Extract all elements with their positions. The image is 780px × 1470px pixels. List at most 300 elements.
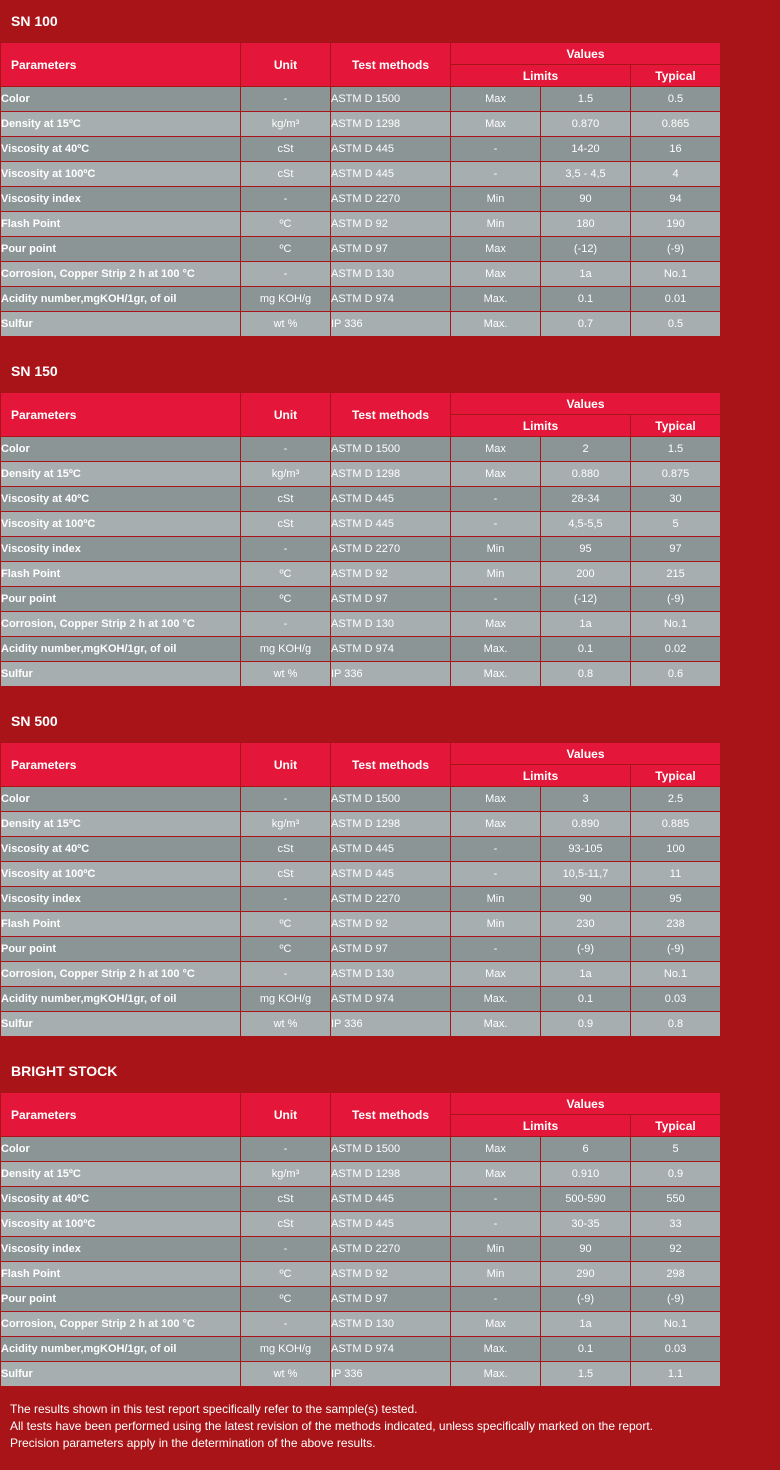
typical-value-cell: 0.6 (631, 662, 720, 686)
table-row-density (1, 112, 720, 136)
table-row-density (1, 812, 720, 836)
method-cell: ASTM D 445 (331, 1212, 450, 1236)
method-cell: ASTM D 130 (331, 962, 450, 986)
header-typical: Typical (631, 1115, 720, 1136)
parameter-cell: Viscosity at 40ºC (1, 1187, 240, 1211)
unit-cell: ºC (241, 1287, 330, 1311)
method-cell: ASTM D 97 (331, 587, 450, 611)
typical-value-cell: 1.1 (631, 1362, 720, 1386)
unit-cell: cSt (241, 862, 330, 886)
table-row-sulfur (1, 1362, 720, 1386)
limit-type-cell: - (451, 862, 540, 886)
limit-value-cell: (-9) (541, 937, 630, 961)
parameter-cell: Flash Point (1, 1262, 240, 1286)
limit-type-cell: - (451, 512, 540, 536)
spec-table (0, 392, 721, 687)
table-row-acidity (1, 637, 720, 661)
unit-cell: - (241, 787, 330, 811)
header-typical: Typical (631, 415, 720, 436)
section-title: BRIGHT STOCK (11, 1063, 118, 1079)
section-title: SN 500 (11, 713, 58, 729)
method-cell: ASTM D 1500 (331, 787, 450, 811)
unit-cell: ºC (241, 562, 330, 586)
method-cell: ASTM D 97 (331, 937, 450, 961)
parameter-cell: Viscosity index (1, 887, 240, 911)
method-cell: ASTM D 445 (331, 1187, 450, 1211)
header-row (1, 743, 720, 764)
unit-cell: ºC (241, 587, 330, 611)
limit-type-cell: - (451, 587, 540, 611)
section-title: SN 100 (11, 13, 58, 29)
limit-type-cell: - (451, 1187, 540, 1211)
unit-cell: wt % (241, 312, 330, 336)
method-cell: IP 336 (331, 662, 450, 686)
limit-value-cell: 0.910 (541, 1162, 630, 1186)
typical-value-cell: 2.5 (631, 787, 720, 811)
table-row-viscosity-index (1, 537, 720, 561)
header-values: Values (451, 1093, 720, 1114)
limit-value-cell: 0.7 (541, 312, 630, 336)
method-cell: IP 336 (331, 1362, 450, 1386)
header-unit: Unit (241, 743, 330, 786)
typical-value-cell: 0.5 (631, 312, 720, 336)
unit-cell: cSt (241, 837, 330, 861)
parameter-cell: Sulfur (1, 1012, 240, 1036)
limit-value-cell: 0.1 (541, 287, 630, 311)
unit-cell: mg KOH/g (241, 987, 330, 1011)
limit-value-cell: (-9) (541, 1287, 630, 1311)
limit-value-cell: 180 (541, 212, 630, 236)
typical-value-cell: 4 (631, 162, 720, 186)
limit-value-cell: 0.870 (541, 112, 630, 136)
typical-value-cell: 0.02 (631, 637, 720, 661)
limit-type-cell: Max (451, 962, 540, 986)
limit-type-cell: Max (451, 812, 540, 836)
header-parameters: Parameters (1, 1093, 240, 1136)
method-cell: ASTM D 1500 (331, 87, 450, 111)
typical-value-cell: No.1 (631, 962, 720, 986)
parameter-cell: Density at 15ºC (1, 112, 240, 136)
limit-value-cell: 4,5-5,5 (541, 512, 630, 536)
parameter-cell: Corrosion, Copper Strip 2 h at 100 °C (1, 612, 240, 636)
product-section (0, 700, 780, 1045)
table-row-viscosity-100 (1, 512, 720, 536)
limit-type-cell: - (451, 1287, 540, 1311)
limit-value-cell: 290 (541, 1262, 630, 1286)
typical-value-cell: 0.8 (631, 1012, 720, 1036)
limit-value-cell: 3,5 - 4,5 (541, 162, 630, 186)
typical-value-cell: (-9) (631, 937, 720, 961)
unit-cell: ºC (241, 1262, 330, 1286)
header-parameters: Parameters (1, 43, 240, 86)
limit-type-cell: Min (451, 1262, 540, 1286)
method-cell: ASTM D 445 (331, 487, 450, 511)
table-row-viscosity-40 (1, 1187, 720, 1211)
product-section (0, 1050, 780, 1395)
limit-type-cell: Max. (451, 1337, 540, 1361)
parameter-cell: Acidity number,mgKOH/1gr, of oil (1, 987, 240, 1011)
table-row-sulfur (1, 662, 720, 686)
limit-type-cell: Max (451, 612, 540, 636)
limit-type-cell: - (451, 837, 540, 861)
table-row-flash-point (1, 1262, 720, 1286)
parameter-cell: Color (1, 437, 240, 461)
method-cell: ASTM D 1298 (331, 462, 450, 486)
method-cell: ASTM D 130 (331, 1312, 450, 1336)
unit-cell: cSt (241, 162, 330, 186)
header-values: Values (451, 393, 720, 414)
limit-value-cell: 230 (541, 912, 630, 936)
limit-value-cell: 1.5 (541, 1362, 630, 1386)
unit-cell: - (241, 437, 330, 461)
limit-value-cell: 0.890 (541, 812, 630, 836)
limit-type-cell: Max. (451, 287, 540, 311)
parameter-cell: Corrosion, Copper Strip 2 h at 100 °C (1, 962, 240, 986)
limit-type-cell: Max (451, 112, 540, 136)
method-cell: ASTM D 92 (331, 212, 450, 236)
header-test-methods: Test methods (331, 393, 450, 436)
typical-value-cell: 0.01 (631, 287, 720, 311)
typical-value-cell: 16 (631, 137, 720, 161)
parameter-cell: Viscosity at 40ºC (1, 487, 240, 511)
limit-type-cell: - (451, 162, 540, 186)
limit-type-cell: - (451, 1212, 540, 1236)
parameter-cell: Viscosity at 100ºC (1, 1212, 240, 1236)
limit-type-cell: Min (451, 537, 540, 561)
table-row-viscosity-100 (1, 162, 720, 186)
limit-type-cell: - (451, 137, 540, 161)
limit-value-cell: 1a (541, 612, 630, 636)
section-title: SN 150 (11, 363, 58, 379)
table-row-color (1, 1137, 720, 1161)
limit-value-cell: 95 (541, 537, 630, 561)
limit-type-cell: Max (451, 1162, 540, 1186)
method-cell: ASTM D 130 (331, 612, 450, 636)
limit-type-cell: Max (451, 262, 540, 286)
header-limits: Limits (451, 65, 630, 86)
method-cell: ASTM D 2270 (331, 537, 450, 561)
header-typical: Typical (631, 765, 720, 786)
header-limits: Limits (451, 415, 630, 436)
limit-value-cell: 0.1 (541, 1337, 630, 1361)
table-row-viscosity-40 (1, 487, 720, 511)
typical-value-cell: 5 (631, 1137, 720, 1161)
method-cell: IP 336 (331, 1012, 450, 1036)
unit-cell: - (241, 1237, 330, 1261)
method-cell: ASTM D 92 (331, 912, 450, 936)
table-row-pour-point (1, 587, 720, 611)
typical-value-cell: 0.5 (631, 87, 720, 111)
unit-cell: cSt (241, 137, 330, 161)
parameter-cell: Viscosity index (1, 187, 240, 211)
table-row-acidity (1, 287, 720, 311)
unit-cell: - (241, 87, 330, 111)
limit-type-cell: Max (451, 87, 540, 111)
table-row-flash-point (1, 212, 720, 236)
limit-value-cell: 1.5 (541, 87, 630, 111)
parameter-cell: Viscosity at 100ºC (1, 162, 240, 186)
limit-value-cell: 0.1 (541, 637, 630, 661)
table-row-acidity (1, 987, 720, 1011)
limit-value-cell: 0.1 (541, 987, 630, 1011)
unit-cell: - (241, 887, 330, 911)
limit-type-cell: Min (451, 887, 540, 911)
typical-value-cell: 215 (631, 562, 720, 586)
limit-value-cell: 90 (541, 1237, 630, 1261)
table-row-corrosion (1, 1312, 720, 1336)
method-cell: ASTM D 1500 (331, 437, 450, 461)
parameter-cell: Acidity number,mgKOH/1gr, of oil (1, 1337, 240, 1361)
parameter-cell: Flash Point (1, 912, 240, 936)
parameter-cell: Flash Point (1, 562, 240, 586)
parameter-cell: Color (1, 787, 240, 811)
parameter-cell: Viscosity at 100ºC (1, 862, 240, 886)
parameter-cell: Viscosity index (1, 537, 240, 561)
table-row-pour-point (1, 237, 720, 261)
footer-line: Precision parameters apply in the determination of the above results. (10, 1436, 376, 1450)
header-row (1, 393, 720, 414)
method-cell: ASTM D 97 (331, 1287, 450, 1311)
header-test-methods: Test methods (331, 43, 450, 86)
method-cell: ASTM D 974 (331, 287, 450, 311)
unit-cell: mg KOH/g (241, 637, 330, 661)
table-row-viscosity-index (1, 887, 720, 911)
method-cell: ASTM D 2270 (331, 187, 450, 211)
typical-value-cell: (-9) (631, 237, 720, 261)
unit-cell: - (241, 612, 330, 636)
unit-cell: - (241, 262, 330, 286)
product-section (0, 350, 780, 695)
table-row-color (1, 787, 720, 811)
method-cell: ASTM D 92 (331, 1262, 450, 1286)
parameter-cell: Density at 15ºC (1, 812, 240, 836)
limit-type-cell: Max. (451, 1012, 540, 1036)
parameter-cell: Corrosion, Copper Strip 2 h at 100 °C (1, 262, 240, 286)
typical-value-cell: 100 (631, 837, 720, 861)
method-cell: ASTM D 445 (331, 162, 450, 186)
method-cell: ASTM D 130 (331, 262, 450, 286)
typical-value-cell: 95 (631, 887, 720, 911)
typical-value-cell: 33 (631, 1212, 720, 1236)
table-row-viscosity-index (1, 187, 720, 211)
limit-value-cell: 2 (541, 437, 630, 461)
limit-type-cell: Max (451, 787, 540, 811)
table-row-density (1, 462, 720, 486)
parameter-cell: Viscosity at 100ºC (1, 512, 240, 536)
footer-line: All tests have been performed using the latest revision of the methods indicated, unless specifically marked on the report. (10, 1419, 654, 1433)
table-row-pour-point (1, 937, 720, 961)
unit-cell: mg KOH/g (241, 287, 330, 311)
parameter-cell: Acidity number,mgKOH/1gr, of oil (1, 287, 240, 311)
method-cell: ASTM D 974 (331, 987, 450, 1011)
limit-type-cell: Max (451, 462, 540, 486)
unit-cell: wt % (241, 662, 330, 686)
method-cell: ASTM D 445 (331, 837, 450, 861)
header-unit: Unit (241, 393, 330, 436)
unit-cell: kg/m³ (241, 1162, 330, 1186)
header-unit: Unit (241, 43, 330, 86)
method-cell: ASTM D 2270 (331, 887, 450, 911)
header-row (1, 1093, 720, 1114)
header-row (1, 43, 720, 64)
method-cell: ASTM D 1500 (331, 1137, 450, 1161)
method-cell: ASTM D 974 (331, 1337, 450, 1361)
method-cell: ASTM D 445 (331, 862, 450, 886)
method-cell: ASTM D 974 (331, 637, 450, 661)
typical-value-cell: No.1 (631, 262, 720, 286)
header-parameters: Parameters (1, 393, 240, 436)
typical-value-cell: 0.875 (631, 462, 720, 486)
unit-cell: - (241, 1137, 330, 1161)
unit-cell: - (241, 962, 330, 986)
parameter-cell: Density at 15ºC (1, 462, 240, 486)
parameter-cell: Sulfur (1, 1362, 240, 1386)
table-row-flash-point (1, 562, 720, 586)
table-row-corrosion (1, 262, 720, 286)
unit-cell: cSt (241, 1187, 330, 1211)
table-row-color (1, 87, 720, 111)
limit-type-cell: Min (451, 1237, 540, 1261)
method-cell: ASTM D 445 (331, 137, 450, 161)
method-cell: ASTM D 92 (331, 562, 450, 586)
table-row-density (1, 1162, 720, 1186)
header-parameters: Parameters (1, 743, 240, 786)
limit-value-cell: 0.880 (541, 462, 630, 486)
limit-value-cell: 90 (541, 187, 630, 211)
unit-cell: - (241, 1312, 330, 1336)
unit-cell: cSt (241, 487, 330, 511)
typical-value-cell: No.1 (631, 612, 720, 636)
typical-value-cell: 30 (631, 487, 720, 511)
method-cell: ASTM D 1298 (331, 812, 450, 836)
unit-cell: ºC (241, 212, 330, 236)
method-cell: ASTM D 445 (331, 512, 450, 536)
header-values: Values (451, 43, 720, 64)
unit-cell: cSt (241, 1212, 330, 1236)
table-row-viscosity-index (1, 1237, 720, 1261)
limit-value-cell: 500-590 (541, 1187, 630, 1211)
method-cell: ASTM D 1298 (331, 112, 450, 136)
typical-value-cell: 11 (631, 862, 720, 886)
limit-value-cell: 0.8 (541, 662, 630, 686)
unit-cell: kg/m³ (241, 812, 330, 836)
typical-value-cell: 0.03 (631, 987, 720, 1011)
parameter-cell: Pour point (1, 1287, 240, 1311)
typical-value-cell: 5 (631, 512, 720, 536)
limit-value-cell: 28-34 (541, 487, 630, 511)
limit-type-cell: Max (451, 1312, 540, 1336)
header-test-methods: Test methods (331, 1093, 450, 1136)
unit-cell: kg/m³ (241, 112, 330, 136)
limit-type-cell: Max (451, 437, 540, 461)
table-row-sulfur (1, 1012, 720, 1036)
limit-type-cell: Min (451, 212, 540, 236)
typical-value-cell: 0.865 (631, 112, 720, 136)
method-cell: ASTM D 97 (331, 237, 450, 261)
header-limits: Limits (451, 1115, 630, 1136)
typical-value-cell: 1.5 (631, 437, 720, 461)
typical-value-cell: 92 (631, 1237, 720, 1261)
header-typical: Typical (631, 65, 720, 86)
table-row-color (1, 437, 720, 461)
spec-table (0, 742, 721, 1037)
typical-value-cell: 0.9 (631, 1162, 720, 1186)
limit-type-cell: Max (451, 1137, 540, 1161)
table-row-flash-point (1, 912, 720, 936)
limit-value-cell: 14-20 (541, 137, 630, 161)
typical-value-cell: 94 (631, 187, 720, 211)
typical-value-cell: (-9) (631, 587, 720, 611)
limit-value-cell: 90 (541, 887, 630, 911)
typical-value-cell: 190 (631, 212, 720, 236)
limit-value-cell: 1a (541, 262, 630, 286)
limit-value-cell: 6 (541, 1137, 630, 1161)
typical-value-cell: 298 (631, 1262, 720, 1286)
table-row-corrosion (1, 612, 720, 636)
limit-value-cell: 30-35 (541, 1212, 630, 1236)
limit-type-cell: - (451, 937, 540, 961)
footer-notes (10, 1401, 653, 1452)
header-limits: Limits (451, 765, 630, 786)
limit-type-cell: Max. (451, 312, 540, 336)
typical-value-cell: 238 (631, 912, 720, 936)
limit-type-cell: Max. (451, 1362, 540, 1386)
product-section (0, 0, 780, 345)
table-row-sulfur (1, 312, 720, 336)
table-row-corrosion (1, 962, 720, 986)
limit-value-cell: 3 (541, 787, 630, 811)
parameter-cell: Sulfur (1, 662, 240, 686)
header-values: Values (451, 743, 720, 764)
table-row-viscosity-100 (1, 862, 720, 886)
limit-type-cell: Min (451, 912, 540, 936)
limit-value-cell: (-12) (541, 237, 630, 261)
unit-cell: - (241, 537, 330, 561)
header-test-methods: Test methods (331, 743, 450, 786)
limit-value-cell: 93-105 (541, 837, 630, 861)
parameter-cell: Density at 15ºC (1, 1162, 240, 1186)
limit-value-cell: 10,5-11,7 (541, 862, 630, 886)
parameter-cell: Viscosity at 40ºC (1, 837, 240, 861)
unit-cell: kg/m³ (241, 462, 330, 486)
parameter-cell: Viscosity index (1, 1237, 240, 1261)
unit-cell: mg KOH/g (241, 1337, 330, 1361)
limit-value-cell: (-12) (541, 587, 630, 611)
parameter-cell: Color (1, 1137, 240, 1161)
parameter-cell: Flash Point (1, 212, 240, 236)
unit-cell: ºC (241, 912, 330, 936)
parameter-cell: Viscosity at 40ºC (1, 137, 240, 161)
limit-value-cell: 0.9 (541, 1012, 630, 1036)
table-row-viscosity-100 (1, 1212, 720, 1236)
unit-cell: wt % (241, 1012, 330, 1036)
limit-value-cell: 1a (541, 1312, 630, 1336)
footer-line: The results shown in this test report specifically refer to the sample(s) tested. (10, 1402, 418, 1416)
limit-type-cell: Max. (451, 987, 540, 1011)
method-cell: ASTM D 2270 (331, 1237, 450, 1261)
limit-type-cell: Min (451, 187, 540, 211)
parameter-cell: Pour point (1, 237, 240, 261)
unit-cell: wt % (241, 1362, 330, 1386)
table-row-pour-point (1, 1287, 720, 1311)
header-unit: Unit (241, 1093, 330, 1136)
typical-value-cell: (-9) (631, 1287, 720, 1311)
typical-value-cell: 97 (631, 537, 720, 561)
unit-cell: ºC (241, 237, 330, 261)
parameter-cell: Pour point (1, 587, 240, 611)
unit-cell: cSt (241, 512, 330, 536)
limit-type-cell: Max (451, 237, 540, 261)
